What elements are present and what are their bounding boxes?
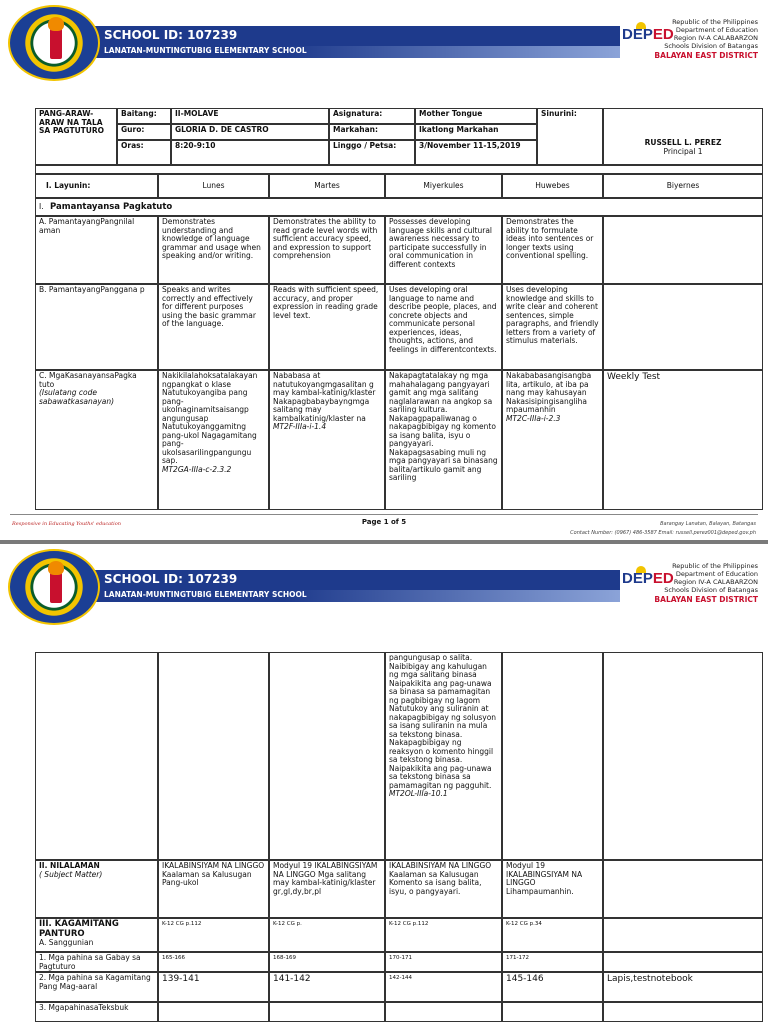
school-name: LANATAN-MUNTINGTUBIG ELEMENTARY SCHOOL <box>104 590 307 599</box>
nilalaman-label-cell <box>35 860 158 918</box>
huwebes-code: MT2C-IIIa-i-2.3 <box>506 413 561 423</box>
footer-contact: Barangay Lanatan, Balayan, Batangas Contact Number: (0967) 486-3587 Email: russell.perez001@deped.gov.ph <box>570 521 756 536</box>
lunes-code: MT2GA-IIIa-c-2.3.2 <box>162 464 232 474</box>
asignatura-value: Mother Tongue <box>415 108 537 124</box>
document-page-2 <box>0 544 768 1024</box>
row-b-lunes: Speaks and writes correctly and effectively for different purposes using the basic grammar of the language. <box>158 284 269 370</box>
school-id-band <box>60 26 620 46</box>
kagamitan-biyernes <box>603 918 763 952</box>
nilalaman-lunes: IKALABINSIYAM NA LINGGO Kaalaman sa Kalusugan Pang-ukol <box>158 860 269 918</box>
row-c-cont-huwebes <box>502 652 603 860</box>
row-c-cont-label <box>35 652 158 860</box>
row-c-huwebes: Nakababasangisangba lita, artikulo, at iba pa nang may kahusayan Nakasisipingisangliha mpaumanhin MT2C-IIIa-i-2.3 <box>502 370 603 510</box>
guro-value: GLORIA D. DE CASTRO <box>171 124 329 140</box>
kagamitan-mag-huwebes: 145-146 <box>502 972 603 1002</box>
gabay-biyernes <box>603 952 763 972</box>
miyerkules-header: Miyerkules <box>385 174 502 198</box>
martes-header: Martes <box>269 174 385 198</box>
row-c-biyernes: Weekly Test <box>603 370 763 510</box>
principal-name: RUSSELL L. PEREZ <box>644 138 722 147</box>
ministry-block: Republic of the Philippines Department of Education Region IV-A CALABARZON Schools Division of Batangas <box>664 18 758 50</box>
kagamitan-mag-biyernes: Lapis,testnotebook <box>603 972 763 1002</box>
row-c-label-cell <box>35 370 158 510</box>
miyerkules-code: MT2OL-IIIa-10.1 <box>389 789 448 798</box>
row-b-huwebes: Uses developing knowledge and skills to write clear and coherent sentences, simple paragraphs, and friendly letters from a variety of stimulus materials. <box>502 284 603 370</box>
lunes-header: Lunes <box>158 174 269 198</box>
row-b-label: B. PamantayangPanggana p <box>35 284 158 370</box>
section-number: I. <box>39 202 44 211</box>
school-seal-logo <box>8 549 100 625</box>
gabay-martes: 168-169 <box>269 952 385 972</box>
row-c-cont-lunes <box>158 652 269 860</box>
row-b-martes: Reads with sufficient speed, accuracy, and proper expression in reading grade level text. <box>269 284 385 370</box>
markahan-value: Ikatlong Markahan <box>415 124 537 140</box>
principal-block <box>603 108 763 165</box>
district-name: BALAYAN EAST DISTRICT <box>654 595 758 604</box>
deped-logo: DEPED <box>622 22 674 52</box>
kagamitan-label-cell <box>35 918 158 952</box>
guro-label: Guro: <box>117 124 171 140</box>
huwebes-header: Huwebes <box>502 174 603 198</box>
kagamitan-mag-lunes: 139-141 <box>158 972 269 1002</box>
row-c-martes: Nababasa at natutukoyangmgasalitan g may kambal-katinig/klaster Nakapagbabaybayngmga salitang may kambalkatinig/klaster na MT2F-IIIa-i-1.4 <box>269 370 385 510</box>
kagamitan-mag-martes: 141-142 <box>269 972 385 1002</box>
oras-value: 8:20-9:10 <box>171 140 329 165</box>
section-title: Pamantayansa Pagkatuto <box>50 202 173 212</box>
letterhead <box>0 544 768 624</box>
nilalaman-huwebes: Modyul 19 IKALABINGSIYAM NA LINGGO Lihampaumanhin. <box>502 860 603 918</box>
teksbuk-lunes <box>158 1002 269 1022</box>
row-a-martes: Demonstrates the ability to read grade level words with sufficient accuracy speed, and expression to support comprehension <box>269 216 385 284</box>
kagamitan-lunes: K-12 CG p.112 <box>158 918 269 952</box>
school-id: SCHOOL ID: 107239 <box>104 572 238 586</box>
school-name: LANATAN-MUNTINGTUBIG ELEMENTARY SCHOOL <box>104 46 307 55</box>
page-number: Page 1 of 5 <box>361 518 407 526</box>
nilalaman-miyerkules: IKALABINSIYAM NA LINGGO Kaalaman sa Kalusugan Komento sa isang balita, isyu, o pangyayari. <box>385 860 502 918</box>
gabay-huwebes: 171-172 <box>502 952 603 972</box>
deped-logo: DEPED <box>622 566 674 596</box>
nilalaman-label: II. NILALAMAN <box>39 861 100 870</box>
footer-motto: Responsive in Educating Youths' education <box>12 521 121 527</box>
martes-code: MT2F-IIIa-i-1.4 <box>273 422 327 431</box>
row-c-label: C. MgaKasanayansaPagka tuto <box>39 371 137 389</box>
asignatura-label: Asignatura: <box>329 108 415 124</box>
layunin-header: I. Layunin: <box>35 174 158 198</box>
kagamitan-huwebes: K-12 CG p.34 <box>502 918 603 952</box>
teksbuk-huwebes <box>502 1002 603 1022</box>
baitang-value: II-MOLAVE <box>171 108 329 124</box>
oras-label: Oras: <box>117 140 171 165</box>
row-b-miyerkules: Uses developing oral language to name and describe people, places, and concrete objects and communicate personal experiences, ideas, thoughts, actions, and feelings in differentcontexts. <box>385 284 502 370</box>
ministry-block: Republic of the Philippines Department of Education Region IV-A CALABARZON Schools Division of Batangas <box>664 562 758 594</box>
biyernes-header: Biyernes <box>603 174 763 198</box>
sinurini-label: Sinurini: <box>537 108 603 165</box>
row-c-cont-miyerkules: pangungusap o salita. Naibibigay ang kahulugan ng mga salitang binasa Naipakikita ang pag-unawa sa binasa sa pamamagitan ng pagbibigay ng lagom Natutukoy ang suliranin at nakapagbibigay ng solusyon sa isang suliranin na mula sa tekstong binasa. Nakapagbibigay ng reaksyon o komento hinggil sa tekstong binasa. Naipakikita ang pag-unawa sa tekstong binasa sa pamamagitan ng pagguhit. MT2OL-IIIa-10.1 <box>385 652 502 860</box>
row-b-biyernes <box>603 284 763 370</box>
row-c-miyerkules: Nakapagtatalakay ng mga mahahalagang pangyayari gamit ang mga salitang naglalarawan na angkop sa sariling kultura. Nakapagpapaliwanag o nakapagbibigay ng komento sa isang balita, isyu o pangyayari. Nakapagsasabing muli ng mga pangyayari sa binasang balita/artikulo gamit ang sariling <box>385 370 502 510</box>
teksbuk-label: 3. MgapahinasaTeksbuk <box>35 1002 158 1022</box>
row-c-sublabel: (Isulatang code sabawatkasanayan) <box>39 388 115 406</box>
baitang-label: Baitang: <box>117 108 171 124</box>
row-a-huwebes: Demonstrates the ability to formulate ideas into sentences or longer texts using conventional spelling. <box>502 216 603 284</box>
pamantayan-section <box>35 198 763 216</box>
nilalaman-biyernes <box>603 860 763 918</box>
nilalaman-martes: Modyul 19 IKALABINGSIYAM NA LINGGO Mga salitang may kambal-katinig/klaster gr,gl,dy,br,pl <box>269 860 385 918</box>
dll-title: PANG-ARAW-ARAW NA TALA SA PAGTUTURO <box>35 108 117 165</box>
school-seal-logo <box>8 5 100 81</box>
teksbuk-miyerkules <box>385 1002 502 1022</box>
spacer-row <box>35 165 763 174</box>
teksbuk-biyernes <box>603 1002 763 1022</box>
row-a-lunes: Demonstrates understanding and knowledge of language grammar and usage when speaking and/or writing. <box>158 216 269 284</box>
row-c-cont-biyernes <box>603 652 763 860</box>
linggo-label: Linggo / Petsa: <box>329 140 415 165</box>
footer-rule <box>10 514 758 515</box>
school-id-band <box>60 570 620 590</box>
markahan-label: Markahan: <box>329 124 415 140</box>
gabay-lunes: 165-166 <box>158 952 269 972</box>
kagamitan-label: III. KAGAMITANG PANTURO <box>39 919 119 939</box>
row-a-label: A. PamantayangPangnilal aman <box>35 216 158 284</box>
kagamitan-miyerkules: K-12 CG p.112 <box>385 918 502 952</box>
kagamitan-martes: K-12 CG p. <box>269 918 385 952</box>
district-name: BALAYAN EAST DISTRICT <box>654 51 758 60</box>
gabay-label: 1. Mga pahina sa Gabay sa Pagtuturo <box>35 952 158 972</box>
principal-title: Principal 1 <box>663 146 703 156</box>
row-a-miyerkules: Possesses developing language skills and cultural awareness necessary to participate successfully in oral communication in different contexts <box>385 216 502 284</box>
row-a-biyernes <box>603 216 763 284</box>
gabay-miyerkules: 170-171 <box>385 952 502 972</box>
school-id: SCHOOL ID: 107239 <box>104 28 238 42</box>
kagamitan-mag-miyerkules: 142-144 <box>385 972 502 1002</box>
linggo-value: 3/November 11-15,2019 <box>415 140 537 165</box>
row-c-cont-martes <box>269 652 385 860</box>
sanggunian-label: A. Sanggunian <box>39 938 94 947</box>
letterhead <box>0 0 768 80</box>
nilalaman-sub: ( Subject Matter) <box>39 869 103 879</box>
teksbuk-martes <box>269 1002 385 1022</box>
kagamitan-mag-label: 2. Mga pahina sa Kagamitang Pang Mag-aaral <box>35 972 158 1002</box>
row-c-lunes: Nakikilalahoksatalakayan ngpangkat o klase Natutukoyangiba pang pang-ukolnaginamitsaisangp angungusap Natutukoyanggamitng pang-ukol Nagagamitang pang-ukolsasarilingpangungu sap. MT2GA-IIIa-c-2.3.2 <box>158 370 269 510</box>
